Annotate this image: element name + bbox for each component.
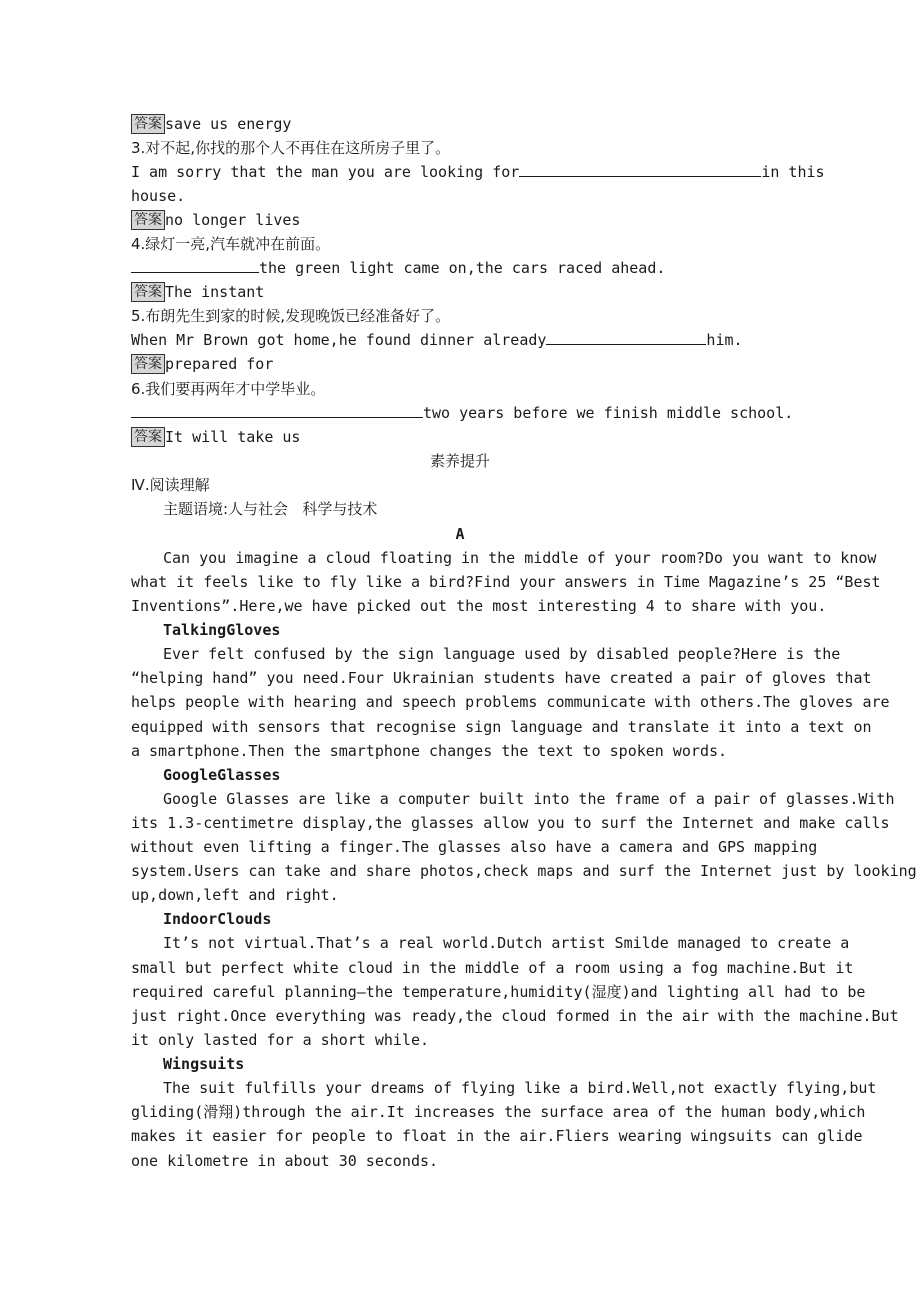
sentence-4 xyxy=(131,256,665,280)
answer-line xyxy=(131,208,300,232)
section-title: 素养提升 xyxy=(429,452,490,470)
passage-letter: A xyxy=(455,525,465,543)
paragraph-line: up,down,left and right. xyxy=(131,886,339,904)
answer-text: The instant xyxy=(165,283,265,301)
sentence-3-cont: house. xyxy=(131,187,186,205)
sentence-3 xyxy=(131,160,825,184)
answer-blank xyxy=(519,162,761,177)
paragraph-line: without even lifting a finger.The glasses also have a camera and GPS mapping xyxy=(131,838,818,856)
answer-badge: 答案 xyxy=(131,354,165,374)
answer-line xyxy=(131,280,264,304)
sentence-text: When Mr Brown got home,he found dinner already xyxy=(131,331,547,349)
paragraph-line: required careful planning—the temperature,humidity(湿度)and lighting all had to be xyxy=(131,983,866,1001)
part-title: Ⅳ.阅读理解 xyxy=(131,476,210,494)
sentence-5 xyxy=(131,328,743,352)
paragraph-line: makes it easier for people to float in the air.Fliers wearing wingsuits can glide xyxy=(131,1127,863,1145)
answer-badge: 答案 xyxy=(131,427,165,447)
question-5: 5.布朗先生到家的时候,发现晚饭已经准备好了。 xyxy=(131,307,451,325)
answer-text: prepared for xyxy=(165,355,274,373)
sentence-6 xyxy=(131,401,793,425)
answer-badge: 答案 xyxy=(131,210,165,230)
sentence-text: him. xyxy=(706,331,743,349)
paragraph-line: Can you imagine a cloud floating in the middle of your room?Do you want to know xyxy=(163,549,877,567)
answer-blank xyxy=(131,403,423,418)
section-heading: TalkingGloves xyxy=(163,621,281,639)
sentence-text: I am sorry that the man you are looking for xyxy=(131,163,520,181)
paragraph-line: equipped with sensors that recognise sign language and translate it into a text on xyxy=(131,718,872,736)
answer-text: save us energy xyxy=(165,115,292,133)
answer-blank xyxy=(131,258,259,273)
section-heading: GoogleGlasses xyxy=(163,766,281,784)
answer-text: It will take us xyxy=(165,428,301,446)
question-4: 4.绿灯一亮,汽车就冲在前面。 xyxy=(131,235,331,253)
paragraph-line: a smartphone.Then the smartphone changes the text to spoken words. xyxy=(131,742,728,760)
answer-text: no longer lives xyxy=(165,211,301,229)
paragraph-line: “helping hand” you need.Four Ukrainian students have created a pair of gloves that xyxy=(131,669,872,687)
paragraph-line: system.Users can take and share photos,check maps and surf the Internet just by looking xyxy=(131,862,917,880)
paragraph-line: The suit fulfills your dreams of flying like a bird.Well,not exactly flying,but xyxy=(163,1079,877,1097)
paragraph-line: one kilometre in about 30 seconds. xyxy=(131,1152,439,1170)
paragraph-line: It’s not virtual.That’s a real world.Dutch artist Smilde managed to create a xyxy=(163,934,850,952)
paragraph-line: Inventions”.Here,we have picked out the most interesting 4 to share with you. xyxy=(131,597,827,615)
answer-badge: 答案 xyxy=(131,114,165,134)
paragraph-line: what it feels like to fly like a bird?Find your answers in Time Magazine’s 25 “Best xyxy=(131,573,881,591)
answer-blank xyxy=(546,330,706,345)
sentence-text: in this xyxy=(761,163,825,181)
paragraph-line: gliding(滑翔)through the air.It increases the surface area of the human body,which xyxy=(131,1103,866,1121)
paragraph-line: it only lasted for a short while. xyxy=(131,1031,430,1049)
theme-line: 主题语境:人与社会 科学与技术 xyxy=(163,500,378,518)
paragraph-line: small but perfect white cloud in the middle of a room using a fog machine.But it xyxy=(131,959,854,977)
paragraph-line: its 1.3-centimetre display,the glasses allow you to surf the Internet and make calls xyxy=(131,814,890,832)
answer-badge: 答案 xyxy=(131,282,165,302)
paragraph-line: just right.Once everything was ready,the cloud formed in the air with the machine.But xyxy=(131,1007,899,1025)
section-heading: IndoorClouds xyxy=(163,910,272,928)
section-heading: Wingsuits xyxy=(163,1055,245,1073)
paragraph-line: helps people with hearing and speech problems communicate with others.The gloves are xyxy=(131,693,890,711)
question-3: 3.对不起,你找的那个人不再住在这所房子里了。 xyxy=(131,139,451,157)
sentence-text: two years before we finish middle school. xyxy=(423,404,794,422)
sentence-text: the green light came on,the cars raced ahead. xyxy=(259,259,666,277)
paragraph-line: Ever felt confused by the sign language used by disabled people?Here is the xyxy=(163,645,841,663)
answer-line xyxy=(131,425,300,449)
question-6: 6.我们要再两年才中学毕业。 xyxy=(131,380,326,398)
answer-line xyxy=(131,112,291,136)
paragraph-line: Google Glasses are like a computer built into the frame of a pair of glasses.With xyxy=(163,790,895,808)
answer-line xyxy=(131,352,273,376)
